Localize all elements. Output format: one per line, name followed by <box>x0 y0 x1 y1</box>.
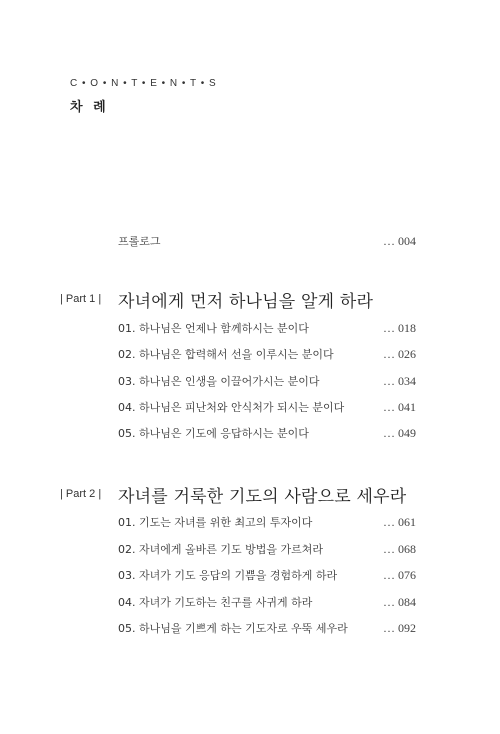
chapter-row[interactable] <box>118 566 416 584</box>
chapter-page: … 092 <box>383 620 416 635</box>
chapter-page: … 068 <box>383 541 416 556</box>
chapter-page: … 049 <box>383 425 416 440</box>
part-2-label: | Part 2 | <box>60 488 102 500</box>
part-2-title: 자녀를 거룩한 기도의 사람으로 세우라 <box>118 486 407 507</box>
part-1-heading <box>60 287 373 311</box>
part-1-label: | Part 1 | <box>60 293 102 305</box>
chapter-row[interactable] <box>118 593 416 611</box>
chapter-title: 02. 자녀에게 올바른 기도 방법을 가르쳐라 <box>118 543 323 556</box>
chapter-row[interactable] <box>118 513 416 531</box>
toc-title: 차 례 <box>70 100 109 115</box>
chapter-title: 01. 기도는 자녀를 위한 최고의 투자이다 <box>118 516 313 529</box>
prologue-row[interactable] <box>118 232 416 250</box>
chapter-page: … 018 <box>383 320 416 335</box>
chapter-row[interactable] <box>118 372 416 390</box>
chapter-page: … 076 <box>383 567 416 582</box>
part-2-heading <box>60 482 406 506</box>
chapter-title: 05. 하나님은 기도에 응답하시는 분이다 <box>118 427 309 440</box>
chapter-row[interactable] <box>118 398 416 416</box>
chapter-page: … 034 <box>383 373 416 388</box>
prologue-title: 프롤로그 <box>118 235 161 248</box>
prologue-page: … 004 <box>383 233 416 248</box>
chapter-page: … 061 <box>383 514 416 529</box>
part-1-title: 자녀에게 먼저 하나님을 알게 하라 <box>118 291 374 312</box>
chapter-row[interactable] <box>118 619 416 637</box>
chapter-row[interactable] <box>118 319 416 337</box>
chapter-title: 03. 하나님은 인생을 이끌어가시는 분이다 <box>118 375 320 388</box>
chapter-page: … 041 <box>383 399 416 414</box>
contents-label: C • O • N • T • E • N • T • S <box>70 78 217 89</box>
chapter-title: 02. 하나님은 합력해서 선을 이루시는 분이다 <box>118 348 334 361</box>
chapter-row[interactable] <box>118 540 416 558</box>
chapter-title: 04. 하나님은 피난처와 안식처가 되시는 분이다 <box>118 401 345 414</box>
chapter-page: … 084 <box>383 594 416 609</box>
chapter-title: 04. 자녀가 기도하는 친구를 사귀게 하라 <box>118 596 313 609</box>
chapter-page: … 026 <box>383 346 416 361</box>
chapter-row[interactable] <box>118 424 416 442</box>
chapter-title: 03. 자녀가 기도 응답의 기쁨을 경험하게 하라 <box>118 569 338 582</box>
chapter-row[interactable] <box>118 345 416 363</box>
chapter-title: 05. 하나님을 기쁘게 하는 기도자로 우뚝 세우라 <box>118 622 348 635</box>
chapter-title: 01. 하나님은 언제나 함께하시는 분이다 <box>118 322 309 335</box>
